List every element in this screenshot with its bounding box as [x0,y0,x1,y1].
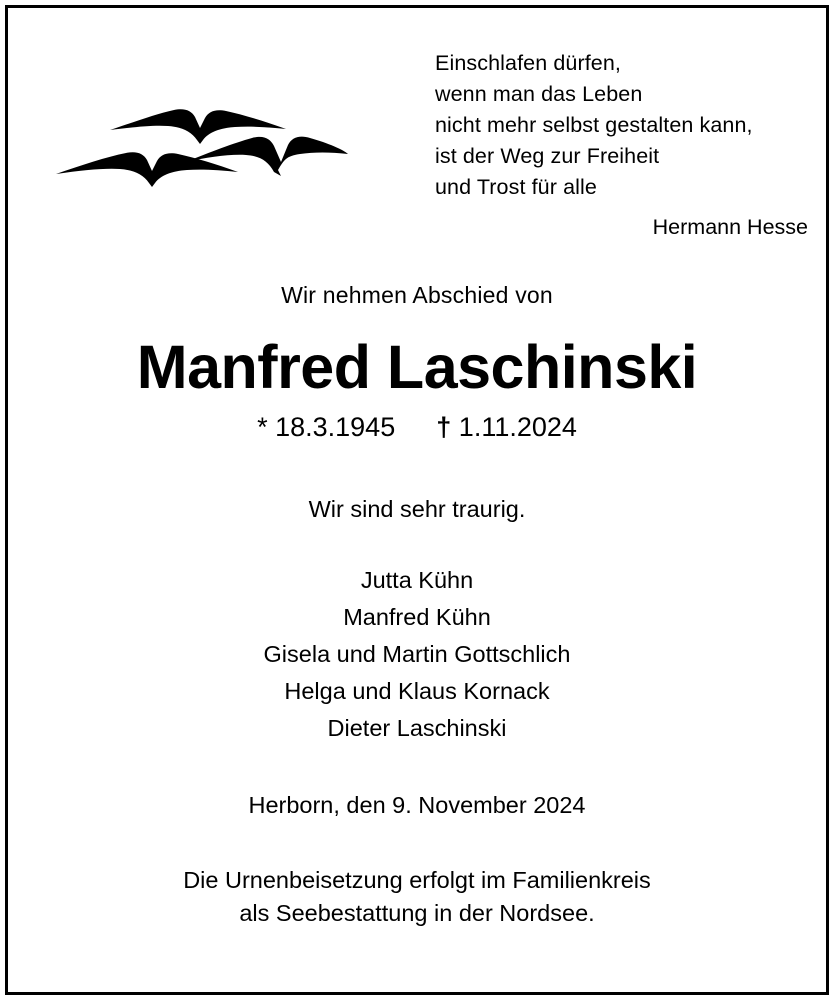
service-note [8,864,826,930]
death-date: 1.11.2024 [458,412,577,442]
announcement-body [8,280,826,930]
list-item: Gisela und Martin Gottschlich [263,641,571,667]
death-symbol: † [436,412,452,442]
place-and-date: Herborn, den 9. November 2024 [248,792,586,818]
quote-line: Einschlafen dürfen, [435,51,621,75]
list-item: Dieter Laschinski [327,715,507,741]
quote-author: Hermann Hesse [652,215,808,239]
life-dates [8,410,826,444]
survivors-list [8,562,826,747]
list-item: Helga und Klaus Kornack [284,678,550,704]
list-item: Manfred Kühn [343,604,491,630]
three-birds-icon [48,88,348,213]
quote-line: und Trost für alle [435,175,597,199]
service-line: als Seebestattung in der Nordsee. [239,900,595,926]
farewell-text: Wir nehmen Abschied von [281,282,553,308]
quote-line: ist der Weg zur Freiheit [435,144,660,168]
obituary-border-frame [5,5,829,995]
birth-symbol: * [257,412,268,442]
quote-line: wenn man das Leben [435,82,643,106]
quote-line: nicht mehr selbst gestalten kann, [435,113,753,137]
list-item: Jutta Kühn [360,567,474,593]
mourning-text: Wir sind sehr traurig. [308,496,526,522]
deceased-name: Manfred Laschinski [136,333,698,401]
header-area [8,8,826,263]
birth-date: 18.3.1945 [275,412,396,442]
service-line: Die Urnenbeisetzung erfolgt im Familienkreis [183,867,651,893]
quote-block [435,48,812,243]
